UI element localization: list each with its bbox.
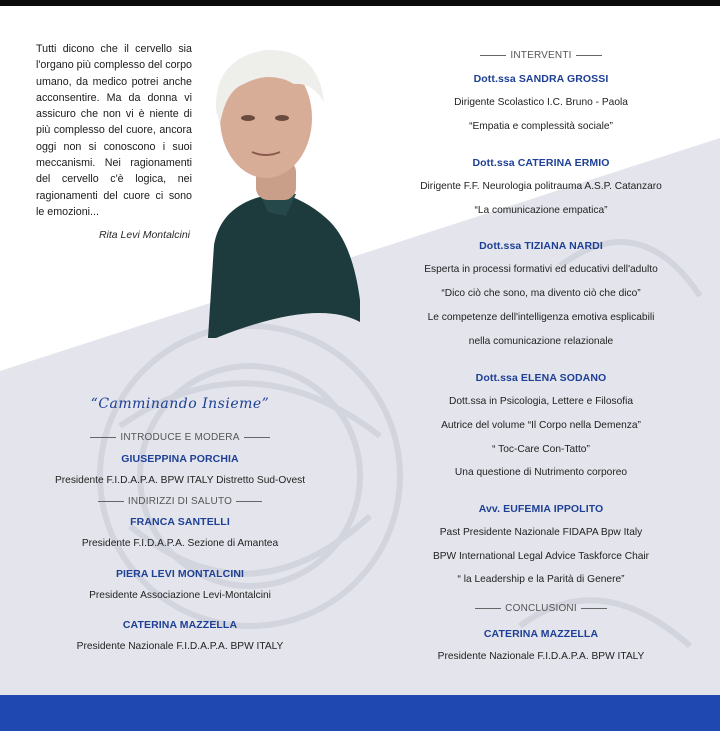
speaker-name: Dott.ssa CATERINA ERMIO <box>472 157 610 169</box>
moderator-name: GIUSEPPINA PORCHIA <box>121 453 239 465</box>
speaker-talk: “Dico ciò che sono, ma divento ciò che dico” <box>441 288 641 299</box>
greeter-name: CATERINA MAZZELLA <box>122 619 238 631</box>
introduce-heading: INTRODUCE E MODERA <box>40 432 320 443</box>
greeter-name: PIERA LEVI MONTALCINI <box>115 568 245 580</box>
moderator-role: Presidente F.I.D.A.P.A. BPW ITALY Distretto Sud-Ovest <box>54 475 306 486</box>
speaker-talk-line: Le competenze dell'intelligenza emotiva esplicabili <box>427 312 655 323</box>
speaker-talk: “Empatia e complessità sociale” <box>469 121 613 132</box>
greeter-name: FRANCA SANTELLI <box>130 516 230 528</box>
speaker-role-line: BPW International Legal Advice Taskforce Chair <box>432 551 650 562</box>
conclusions-role: Presidente Nazionale F.I.D.A.P.A. BPW ITALY <box>437 651 645 662</box>
greeter-role: Presidente F.I.D.A.P.A. Sezione di Amantea <box>81 538 279 549</box>
quote-author: Rita Levi Montalcini <box>98 229 190 241</box>
speaker-role: Dirigente Scolastico I.C. Bruno - Paola <box>454 97 628 108</box>
speaker-talk-line: Una questione di Nutrimento corporeo <box>454 467 628 478</box>
event-title: “Camminando Insieme” <box>90 396 270 412</box>
bottom-blue-bar <box>0 695 720 731</box>
speaker-role: Past Presidente Nazionale FIDAPA Bpw Italy <box>439 527 643 538</box>
speaker-name: Avv. EUFEMIA IPPOLITO <box>478 503 604 515</box>
greeter-role: Presidente Associazione Levi-Montalcini <box>89 590 271 601</box>
speaker-talk: “La comunicazione empatica” <box>474 205 608 216</box>
speaker-role-line: Autrice del volume “Il Corpo nella Demenza” <box>441 420 641 431</box>
greetings-heading: INDIRIZZI DI SALUTO <box>40 496 320 507</box>
speaker-talk: “ Toc-Care Con-Tatto” <box>492 444 590 455</box>
speaker-role: Esperta in processi formativi ed educativi dell'adulto <box>424 264 658 275</box>
speaker-name: Dott.ssa SANDRA GROSSI <box>473 73 609 85</box>
opening-quote: Tutti dicono che il cervello sia l'organo più complesso del corpo umano, da medico potrei anche acconsentire. Ma da donna vi assicuro che non vi è niente di più complesso del cuore, ancora oggi non si conoscono i suoi meccanismi. Nei ragionamenti del cervello c'è logica, nei ragionamenti del cuore ci sono le emozioni... <box>36 43 192 218</box>
conclusions-heading: CONCLUSIONI <box>382 603 700 614</box>
program-left-column <box>40 0 320 690</box>
speaker-name: Dott.ssa TIZIANA NARDI <box>479 240 603 252</box>
conclusions-name: CATERINA MAZZELLA <box>483 628 599 640</box>
speaker-name: Dott.ssa ELENA SODANO <box>475 372 607 384</box>
program-right-column <box>382 0 700 690</box>
interventi-heading: INTERVENTI <box>382 50 700 61</box>
speaker-talk-line: nella comunicazione relazionale <box>468 336 614 347</box>
speaker-talk: “ la Leadership e la Parità di Genere” <box>457 574 625 585</box>
speaker-role: Dirigente F.F. Neurologia politrauma A.S.P. Catanzaro <box>420 181 662 192</box>
greeter-role: Presidente Nazionale F.I.D.A.P.A. BPW ITALY <box>76 641 284 652</box>
speaker-role: Dott.ssa in Psicologia, Lettere e Filosofia <box>448 396 634 407</box>
